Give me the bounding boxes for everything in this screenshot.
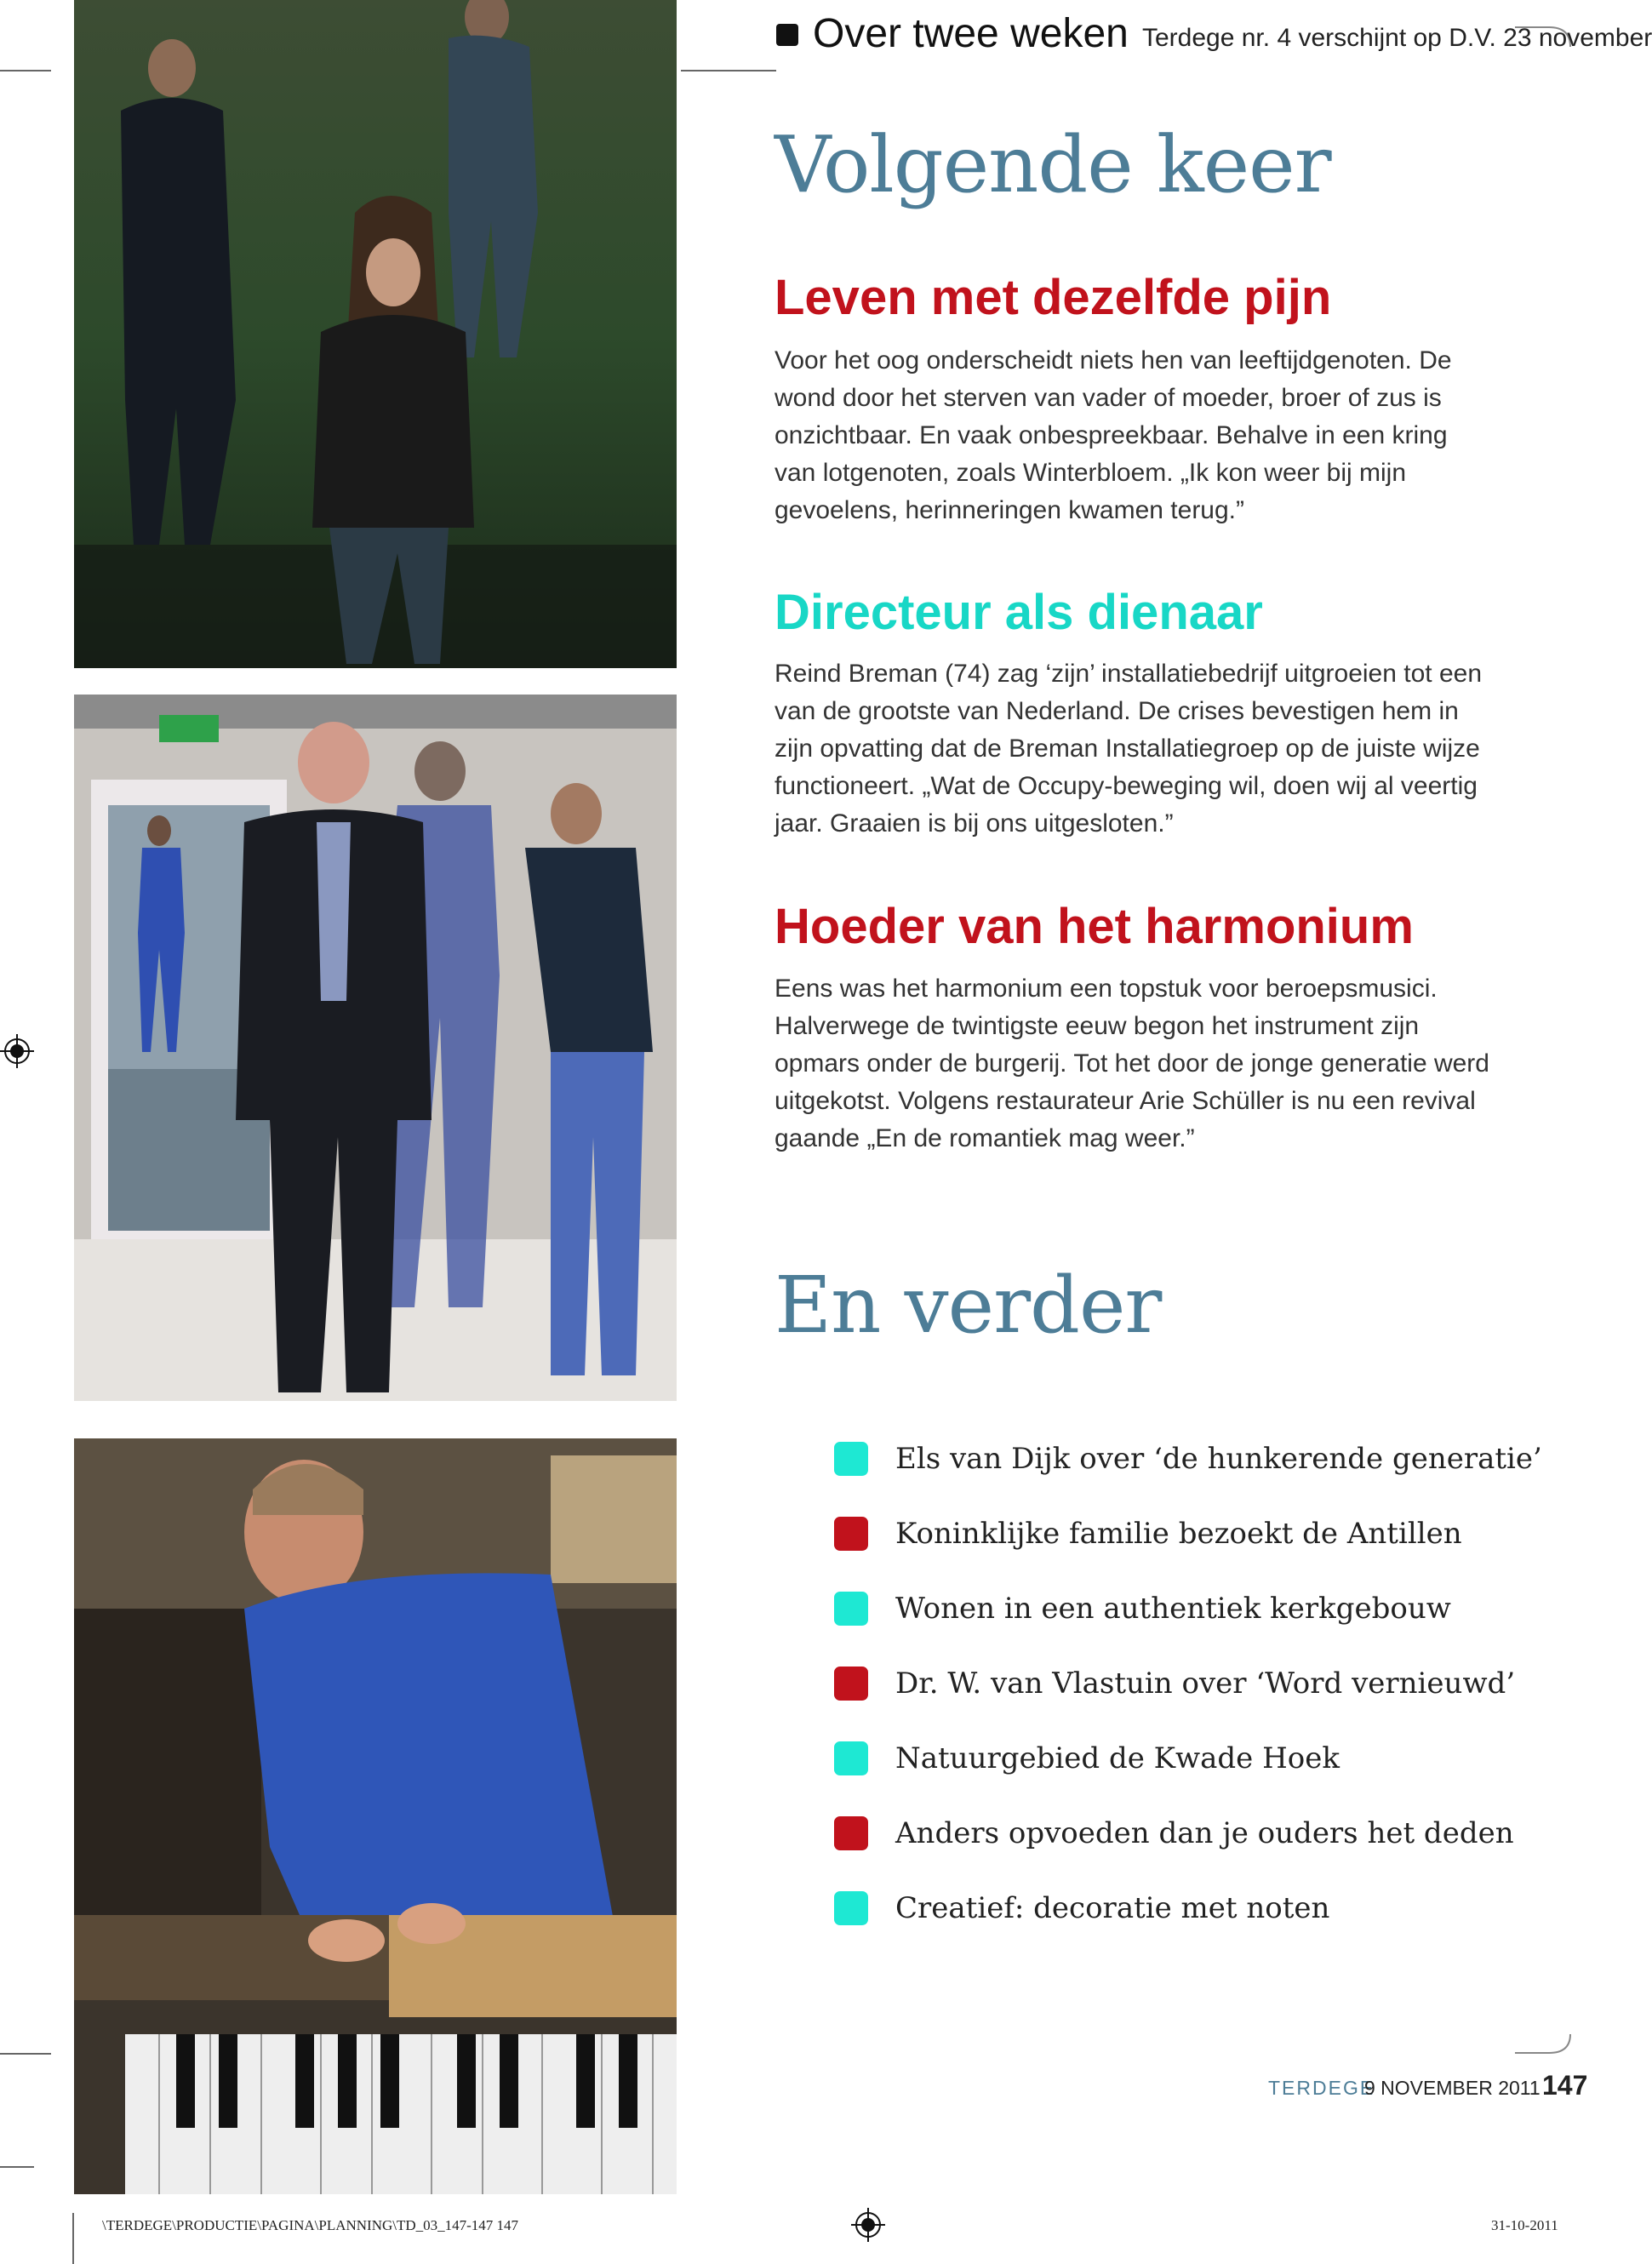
crop-mark (681, 70, 776, 71)
header-title: Over twee weken (813, 11, 1129, 56)
article-title-directeur: Directeur als dienaar (775, 585, 1263, 640)
article-body-leven: Voor het oog onderscheidt niets hen van leeftijdgenoten. De wond door het sterven van vader of moeder, broer of zus is onzichtbaar. En vaak onbespreekbaar. Behalve in een kring van lotgenoten, zoals Winterbloem. „Ik kon weer bij mijn gevoelens, herinneringen kwamen terug.” (775, 346, 1452, 524)
list-item-text: Koninklijke familie bezoekt de Antillen (895, 1517, 1462, 1551)
header-bullet-icon (776, 24, 798, 46)
crop-mark (0, 70, 51, 71)
crop-mark (0, 2053, 51, 2055)
registration-mark-icon (0, 1034, 34, 1068)
list-item-text: Els van Dijk over ‘de hunkerende generatie’ (895, 1442, 1542, 1476)
list-item (834, 1796, 1542, 1871)
print-slug-date: 31-10-2011 (1491, 2217, 1558, 2233)
page-number: 147 (1542, 2070, 1588, 2101)
list-item-text: Anders opvoeden dan je ouders het deden (895, 1816, 1514, 1850)
list-item (834, 1496, 1542, 1571)
print-slug-path: \TERDEGE\PRODUCTIE\PAGINA\PLANNING\TD_03_147-147 147 (102, 2217, 519, 2233)
registration-mark-icon (851, 2208, 885, 2242)
list-item (834, 1721, 1542, 1796)
teal-square-bullet-icon (834, 1442, 868, 1476)
group-outdoor-photo (74, 0, 677, 668)
article-title-harmonium: Hoeder van het harmonium (775, 899, 1414, 954)
more-topics-list (834, 1421, 1542, 1946)
list-item-text: Creatief: decoratie met noten (895, 1891, 1330, 1925)
list-item (834, 1421, 1542, 1496)
footer-date: 9 NOVEMBER 2011 (1364, 2077, 1541, 2099)
list-item (834, 1571, 1542, 1646)
list-item (834, 1871, 1542, 1946)
header-subtitle: Terdege nr. 4 verschijnt op D.V. 23 november (1142, 24, 1652, 52)
article-body-directeur: Reind Breman (74) zag ‘zijn’ installatiebedrijf uitgroeien tot een van de grootste van Nederland. De crises bevestigen hem in zijn opvatting dat de Breman Installatiegroep op de juiste wijze functioneert. „Wat de Occupy-beweging wil, doen wij al veertig jaar. Graaien is bij ons uitgesloten.” (775, 660, 1483, 838)
teal-square-bullet-icon (834, 1891, 868, 1925)
list-item-text: Dr. W. van Vlastuin over ‘Word vernieuwd’ (895, 1667, 1516, 1701)
article-body-harmonium: Eens was het harmonium een topstuk voor beroepsmusici. Halverwege de twintigste eeuw begon het instrument zijn opmars onder de burgerij. Tot het door de jonge generatie werd uitgekotst. Volgens restaurateur Arie Schüller is nu een revival gaande „En de romantiek mag weer.” (775, 975, 1489, 1152)
teal-square-bullet-icon (834, 1592, 868, 1626)
en-verder-heading: En verder (775, 1260, 1162, 1351)
crop-mark (72, 2213, 74, 2264)
crop-mark (0, 2166, 34, 2168)
footer-brand: TERDEGE (1268, 2077, 1375, 2099)
red-square-bullet-icon (834, 1816, 868, 1850)
red-square-bullet-icon (834, 1517, 868, 1551)
volgende-keer-heading: Volgende keer (775, 119, 1331, 210)
harmonium-restorer-photo (74, 1438, 677, 2194)
list-item-text: Wonen in een authentiek kerkgebouw (895, 1592, 1451, 1626)
list-item-text: Natuurgebied de Kwade Hoek (895, 1741, 1340, 1775)
red-square-bullet-icon (834, 1667, 868, 1701)
list-item (834, 1646, 1542, 1721)
article-title-leven: Leven met dezelfde pijn (775, 270, 1332, 325)
workshop-director-photo (74, 695, 677, 1401)
teal-square-bullet-icon (834, 1741, 868, 1775)
